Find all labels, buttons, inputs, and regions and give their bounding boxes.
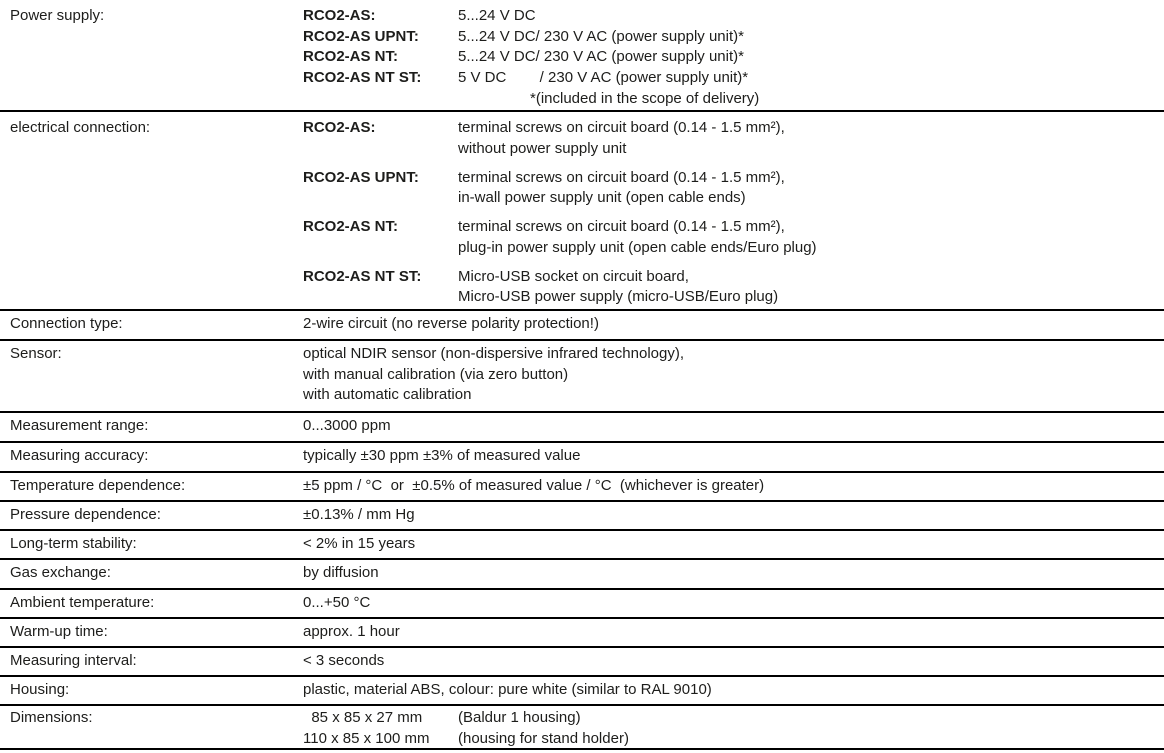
value-line: < 3 seconds xyxy=(303,652,385,669)
value-line: optical NDIR sensor (non-dispersive infrared technology), xyxy=(303,345,685,362)
model-name: RCO2-AS UPNT: xyxy=(303,168,419,186)
row-label: Temperature dependence: xyxy=(10,477,186,494)
value-line: ±5 ppm / °C or ±0.5% of measured value / °C (whichever is greater) xyxy=(303,477,765,494)
model-name: RCO2-AS: xyxy=(303,7,376,24)
spec-row-connection-type xyxy=(0,311,1164,341)
delivery-footnote: *(included in the scope of delivery) xyxy=(530,90,760,107)
row-label: Long-term stability: xyxy=(10,535,137,552)
value-line: ±0.13% / mm Hg xyxy=(303,506,415,523)
value-line: < 2% in 15 years xyxy=(303,535,416,552)
value-line: by diffusion xyxy=(303,564,379,581)
row-label: Sensor: xyxy=(10,345,62,362)
description-line: terminal screws on circuit board (0.14 - 1.5 mm²), xyxy=(458,119,785,136)
row-label: Measuring interval: xyxy=(10,652,137,669)
model-name: RCO2-AS UPNT: xyxy=(303,27,419,45)
row-value xyxy=(303,563,1164,588)
connection-description xyxy=(458,267,778,308)
dimension-entry xyxy=(303,729,1164,750)
row-label: Gas exchange: xyxy=(10,564,111,581)
row-value xyxy=(303,622,1164,646)
value-line: with automatic calibration xyxy=(303,386,472,403)
row-value xyxy=(303,314,1164,339)
value-line: with manual calibration (via zero button) xyxy=(303,365,569,383)
dimension-size: 110 x 85 x 100 mm xyxy=(303,729,430,747)
row-value xyxy=(303,651,1164,675)
spec-row-measuring-interval xyxy=(0,648,1164,677)
row-label: Ambient temperature: xyxy=(10,594,155,611)
spec-row-dimensions xyxy=(0,706,1164,750)
value-line: 2-wire circuit (no reverse polarity protection!) xyxy=(303,315,599,332)
model-name: RCO2-AS NT ST: xyxy=(303,68,422,86)
row-label-electrical-connection: electrical connection: xyxy=(10,119,151,136)
row-label: Connection type: xyxy=(10,315,123,332)
row-value xyxy=(303,708,1164,748)
electrical-connection-values xyxy=(303,118,1164,309)
power-supply-variant xyxy=(303,68,1164,89)
row-value xyxy=(303,680,1164,704)
dimension-housing: (housing for stand holder) xyxy=(458,729,629,747)
connection-variant xyxy=(303,168,1164,209)
dimension-entry xyxy=(303,708,1164,729)
description-line: terminal screws on circuit board (0.14 - 1.5 mm²), xyxy=(458,218,785,235)
power-supply-variant xyxy=(303,6,1164,27)
row-value xyxy=(303,476,1164,500)
spec-row-power-supply xyxy=(0,0,1164,112)
connection-description xyxy=(458,217,817,258)
row-value xyxy=(303,505,1164,529)
power-supply-variant xyxy=(303,47,1164,68)
description-line: terminal screws on circuit board (0.14 - 1.5 mm²), xyxy=(458,168,785,186)
spec-row-sensor xyxy=(0,341,1164,413)
model-value: 5 V DC / 230 V AC (power supply unit)* xyxy=(458,68,749,86)
spec-row-long-term-stability xyxy=(0,531,1164,560)
spec-row-ambient-temperature xyxy=(0,590,1164,619)
spec-row-measurement-range xyxy=(0,413,1164,443)
description-line: without power supply unit xyxy=(458,139,627,157)
description-line: Micro-USB power supply (micro-USB/Euro plug) xyxy=(458,288,779,305)
model-value: 5...24 V DC/ 230 V AC (power supply unit)* xyxy=(458,48,744,65)
model-name: RCO2-AS NT: xyxy=(303,48,399,65)
connection-description xyxy=(458,168,785,209)
row-value xyxy=(303,534,1164,558)
connection-variant xyxy=(303,118,1164,159)
spec-row-warm-up-time xyxy=(0,619,1164,648)
connection-variant xyxy=(303,267,1164,308)
description-line: in-wall power supply unit (open cable ends) xyxy=(458,189,746,206)
spec-row-temperature-dependence xyxy=(0,473,1164,502)
row-label: Dimensions: xyxy=(10,709,93,726)
spec-row-measuring-accuracy xyxy=(0,443,1164,473)
dimension-size: 85 x 85 x 27 mm xyxy=(303,709,423,726)
spec-row-gas-exchange xyxy=(0,560,1164,590)
value-line: approx. 1 hour xyxy=(303,623,400,640)
model-name: RCO2-AS: xyxy=(303,119,376,136)
power-supply-values xyxy=(303,6,1164,110)
row-value xyxy=(303,416,1164,441)
model-name: RCO2-AS NT: xyxy=(303,218,399,235)
dimension-housing: (Baldur 1 housing) xyxy=(458,709,581,726)
value-line: plastic, material ABS, colour: pure white (similar to RAL 9010) xyxy=(303,681,712,698)
row-label-power-supply: Power supply: xyxy=(10,7,105,24)
spec-row-pressure-dependence xyxy=(0,502,1164,531)
description-line: Micro-USB socket on circuit board, xyxy=(458,267,689,285)
connection-variant xyxy=(303,217,1164,258)
model-value: 5...24 V DC/ 230 V AC (power supply unit)* xyxy=(458,27,744,45)
spec-row-housing xyxy=(0,677,1164,706)
row-label: Warm-up time: xyxy=(10,623,108,640)
value-line: typically ±30 ppm ±3% of measured value xyxy=(303,447,581,464)
connection-description xyxy=(458,118,785,159)
value-line: 0...3000 ppm xyxy=(303,417,391,434)
row-label: Housing: xyxy=(10,681,70,698)
description-line: plug-in power supply unit (open cable ends/Euro plug) xyxy=(458,238,817,256)
power-supply-variant xyxy=(303,27,1164,48)
row-label: Measurement range: xyxy=(10,417,149,434)
model-value: 5...24 V DC xyxy=(458,7,536,24)
row-value xyxy=(303,446,1164,471)
spec-row-electrical-connection xyxy=(0,112,1164,311)
row-label: Pressure dependence: xyxy=(10,506,161,523)
row-value xyxy=(303,593,1164,617)
row-value xyxy=(303,344,1164,411)
row-label: Measuring accuracy: xyxy=(10,447,149,464)
model-name: RCO2-AS NT ST: xyxy=(303,267,422,285)
value-line: 0...+50 °C xyxy=(303,594,371,611)
